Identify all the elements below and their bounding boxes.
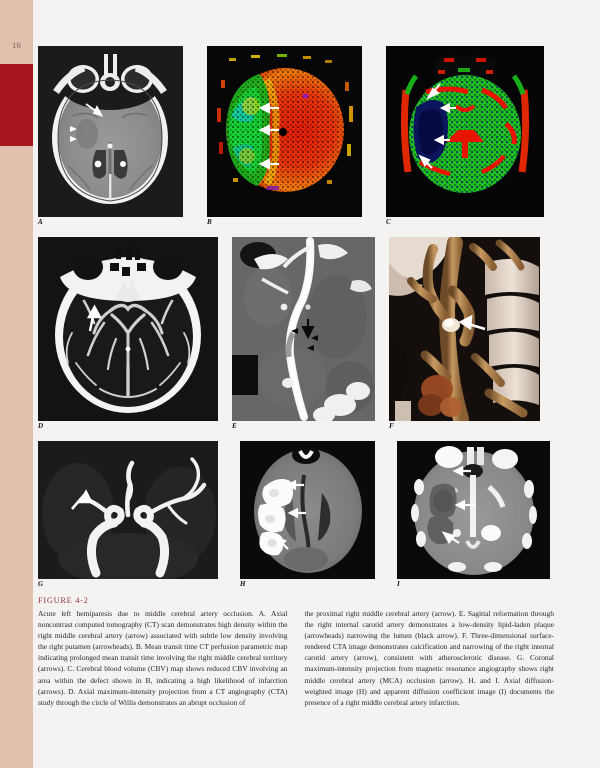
caption-column-right: the proximal right middle cerebral artery (arrow). E. Sagittal reformation through the right internal carotid artery demonstrates a low-density lipid-laden plaque (arrowheads) narrowing the lumen (black arrow). F. Three-dimensional surface-rendered CTA image demonstrates calcification and narrowing of the right internal carotid artery (arrow), consistent with atherosclerotic disease. G. Coronal maximum-intensity projection from magnetic resonance angiography shows right middle cerebral artery (MCA) occlusion (arrow). H. and I. Axial diffusion-weighted image (H) and apparent diffusion coefficient image (I) documents the presence of a right middle cerebral artery infarction. (304, 609, 554, 707)
panel-c-cerebral-blood-volume-map (386, 46, 544, 217)
panel-letter-b: B (207, 218, 212, 226)
black-arrowhead-annotation (291, 328, 318, 351)
panel-letter-e: E (232, 422, 237, 430)
arrow-annotation (261, 104, 279, 168)
decorative-sidebar-accent-block (0, 64, 33, 146)
panel-letter-f: F (389, 422, 394, 430)
arrowhead-annotation (70, 126, 77, 142)
arrow-annotation (461, 317, 485, 329)
panel-letter-g: G (38, 580, 44, 588)
arrow-annotation (276, 482, 306, 550)
arrow-annotation (86, 104, 102, 116)
panel-letter-d: D (38, 422, 44, 430)
panel-e-wrapper (232, 237, 375, 430)
arrow-annotation (72, 492, 91, 509)
figure-row-3 (38, 441, 554, 588)
panel-b-wrapper (207, 46, 362, 226)
panel-letter-h: H (240, 580, 246, 588)
panel-c-wrapper (386, 46, 544, 226)
panel-f-three-dimensional-cta (389, 237, 540, 421)
panel-a-axial-noncontrast-ct (38, 46, 183, 217)
figure-panel-grid (38, 46, 554, 588)
arrow-annotation (89, 307, 100, 331)
panel-g-wrapper (38, 441, 218, 588)
arrow-annotation (444, 468, 475, 544)
panel-b-mean-transit-time-map (207, 46, 362, 217)
panel-letter-c: C (386, 218, 391, 226)
panel-g-mr-angiography-coronal-mip (38, 441, 218, 579)
panel-letter-a: A (38, 218, 43, 226)
panel-d-cta-maximum-intensity-projection (38, 237, 218, 421)
figure-row-1 (38, 46, 554, 226)
panel-letter-i: I (397, 580, 400, 588)
figure-caption (38, 596, 554, 708)
panel-f-wrapper (389, 237, 540, 430)
panel-i-wrapper (397, 441, 550, 588)
panel-h-wrapper (240, 441, 375, 588)
arrow-annotation (421, 84, 457, 168)
panel-a-wrapper (38, 46, 183, 226)
panel-e-sagittal-cta-reformation (232, 237, 375, 421)
black-arrow-annotation (303, 319, 313, 337)
caption-column-left: Acute left hemiparesis due to middle cerebral artery occlusion. A. Axial noncontrast computed tomography (CT) scan demonstrates high density within the right middle cerebral artery (arrow) associated with subtle low density involving the right putamen (arrowheads). B. Mean transit time CT perfusion parametric map indicating prolonged mean transit time involving the right middle cerebral territory (arrows). C. Cerebral blood volume (CBV) map shows reduced CBV involving an area within the defect shown in B, indicating a high likelihood of infarction (arrows). D. Axial maximum-intensity projection from a CT angiography (CTA) study through the circle of Willis demonstrates an abrupt occlusion of (38, 609, 288, 707)
figure-caption-title: FIGURE 4-2 (38, 596, 89, 605)
figure-caption-columns (38, 608, 554, 708)
panel-h-diffusion-weighted-image (240, 441, 375, 579)
panel-d-wrapper (38, 237, 218, 430)
figure-row-2 (38, 237, 554, 430)
page-number: 16 (11, 40, 22, 50)
panel-i-apparent-diffusion-coefficient-image (397, 441, 550, 579)
